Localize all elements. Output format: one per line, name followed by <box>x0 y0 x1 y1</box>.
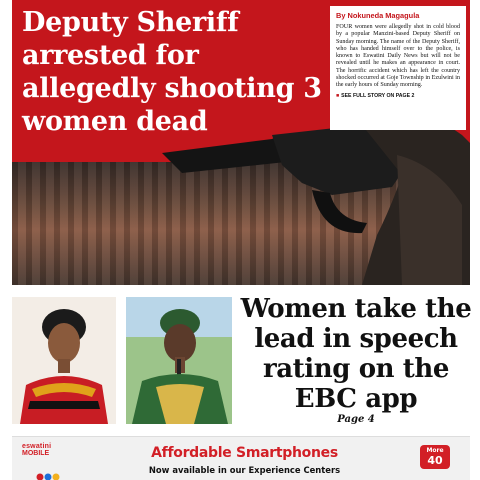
byline: By Nokuneda Magagula <box>336 11 420 20</box>
advert-title: Affordable Smartphones <box>151 445 338 461</box>
more-40-badge: More 40 <box>420 445 450 469</box>
lead-story-text: FOUR women were allegedly shot in cold blood by a popular Manzini-based Deputy Sheriff on Sunday morning. The name of the Deputy Sheriff, who has handed himself over to the police, is known to Eswatini Daily News but will not be revealed until he makes an appearance in court. The horrific accident which has left the country shocked occurred at Goje Township in Ezulwini in the early hours of Sunday morning. <box>336 24 460 89</box>
arrow-icon: ■ <box>336 92 340 99</box>
lead-story-summary <box>330 6 466 130</box>
phones-graphic <box>36 473 76 480</box>
woman-photo-2 <box>126 297 232 424</box>
eswatini-mobile-logo: eswatini MOBILE <box>22 443 52 457</box>
see-full-story-link[interactable]: ■ SEE FULL STORY ON PAGE 2 <box>336 92 415 99</box>
advert-subtitle: Now available in our Experience Centers <box>148 465 341 475</box>
lead-story <box>12 0 470 285</box>
second-headline[interactable]: Women take the lead in speech rating on the EBC app <box>240 294 472 414</box>
lead-headline[interactable]: Deputy Sheriff arrested for allegedly shooting 3 women dead <box>22 7 322 137</box>
woman-photo-1 <box>12 297 116 424</box>
page-reference[interactable]: Page 4 <box>337 414 375 425</box>
advert-banner[interactable] <box>12 436 470 480</box>
